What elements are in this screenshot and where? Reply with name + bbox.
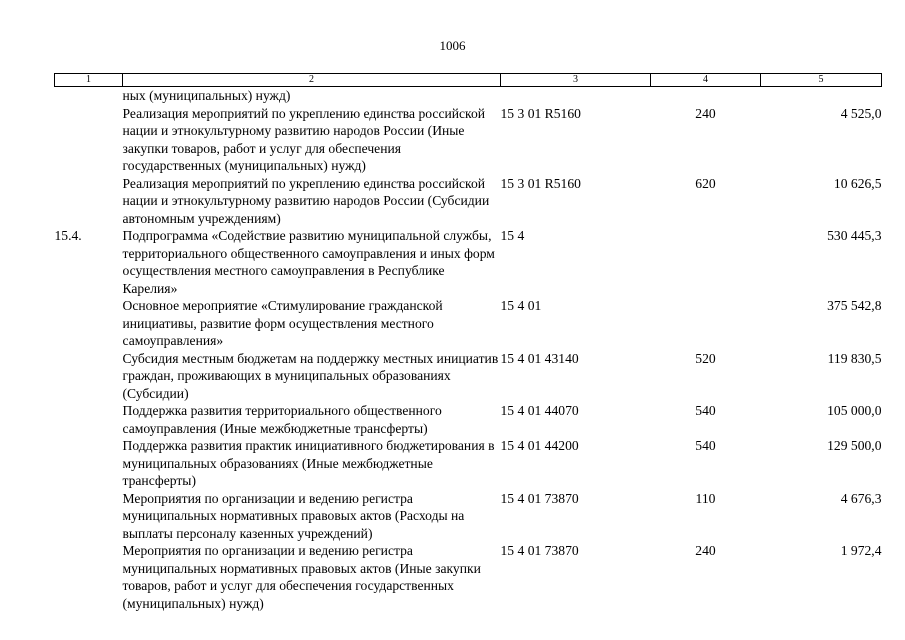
row-code: 15 4 01 44200 [500, 438, 579, 453]
column-header-3: 3 [501, 74, 651, 87]
budget-table [54, 73, 882, 612]
header-row [55, 74, 882, 87]
column-header-2: 2 [123, 74, 501, 87]
row-number [55, 350, 123, 403]
column-header-5: 5 [761, 74, 882, 87]
row-amount: 129 500,0 [827, 438, 882, 453]
row-number [55, 402, 123, 437]
table-header [55, 74, 882, 87]
row-expense-type [651, 227, 761, 297]
row-name: ных (муниципальных) нужд) [122, 88, 291, 103]
row-amount: 375 542,8 [827, 298, 882, 313]
row-name: Мероприятия по организации и ведению регистра муниципальных нормативных правовых актов (Иные закупки товаров, работ и услуг для обеспечения государственных (муниципальных) нужд) [122, 543, 481, 611]
row-number [55, 297, 123, 350]
row-code: 15 4 01 43140 [500, 350, 579, 366]
row-name: Поддержка развития практик инициативного бюджетирования в муниципальных образованиях (Иные межбюджетные трансферты) [122, 438, 495, 488]
table-row [55, 87, 882, 105]
row-amount: 105 000,0 [827, 403, 882, 418]
row-code: 15 4 01 [500, 298, 542, 313]
row-code: 15 4 [500, 228, 525, 243]
table-row [55, 437, 882, 490]
table-row [55, 402, 882, 437]
row-name: Поддержка развития территориального общественного самоуправления (Иные межбюджетные трансферты) [122, 403, 442, 436]
row-amount: 4 676,3 [840, 490, 882, 506]
row-expense-type: 110 [695, 490, 716, 506]
row-expense-type: 540 [695, 438, 716, 453]
column-header-4: 4 [651, 74, 761, 87]
table-row [55, 175, 882, 228]
table-row [55, 105, 882, 175]
row-code: 15 3 01 R5160 [500, 105, 581, 121]
row-expense-type: 520 [695, 350, 716, 366]
row-amount: 10 626,5 [833, 175, 882, 191]
row-number [55, 105, 123, 175]
row-number [55, 175, 123, 228]
row-name: Подпрограмма «Содействие развитию муниципальной службы, территориального общественного самоуправления и иных форм осуществления местного самоуправления в Республике Карелия» [122, 228, 495, 296]
row-number [55, 87, 123, 105]
row-expense-type [651, 87, 761, 105]
column-header-1: 1 [55, 74, 123, 87]
row-amount: 4 525,0 [840, 105, 882, 121]
row-name: Реализация мероприятий по укреплению единства российской нации и этнокультурному развитию народов России (Субсидии автономным учреждениям) [122, 175, 490, 226]
row-number [55, 490, 123, 543]
row-expense-type: 240 [695, 543, 716, 558]
row-name: Субсидия местным бюджетам на поддержку местных инициатив граждан, проживающих в муниципальных образованиях (Субсидии) [122, 350, 499, 401]
row-amount: 1 972,4 [840, 543, 882, 558]
row-code: 15 4 01 73870 [500, 490, 579, 506]
row-amount: 119 830,5 [827, 350, 882, 366]
row-code: 15 4 01 44070 [500, 403, 579, 418]
table-row [55, 350, 882, 403]
row-expense-type: 620 [695, 175, 716, 191]
table-row [55, 490, 882, 543]
row-number [55, 437, 123, 490]
row-name: Основное мероприятие «Стимулирование гражданской инициативы, развитие форм осуществления местного самоуправления» [122, 298, 443, 348]
row-number [55, 542, 123, 612]
row-name: Реализация мероприятий по укреплению единства российской нации и этнокультурному развитию народов России (Иные закупки товаров, работ и услуг для обеспечения государственных (муниципальных) нужд) [122, 105, 486, 173]
row-code: 15 3 01 R5160 [500, 175, 581, 191]
row-code [501, 87, 651, 105]
row-amount: 530 445,3 [827, 228, 882, 243]
page-number: 1006 [439, 38, 466, 53]
row-code: 15 4 01 73870 [500, 543, 579, 558]
table-row [55, 297, 882, 350]
row-expense-type: 240 [695, 105, 716, 121]
row-amount [761, 87, 882, 105]
row-expense-type: 540 [695, 403, 716, 418]
row-name: Мероприятия по организации и ведению регистра муниципальных нормативных правовых актов (Расходы на выплаты персоналу казенных учреждений) [122, 490, 465, 541]
table-body [55, 87, 882, 613]
table-row [55, 227, 882, 297]
row-expense-type [651, 297, 761, 350]
table-row [55, 542, 882, 612]
row-number: 15.4. [54, 228, 82, 243]
